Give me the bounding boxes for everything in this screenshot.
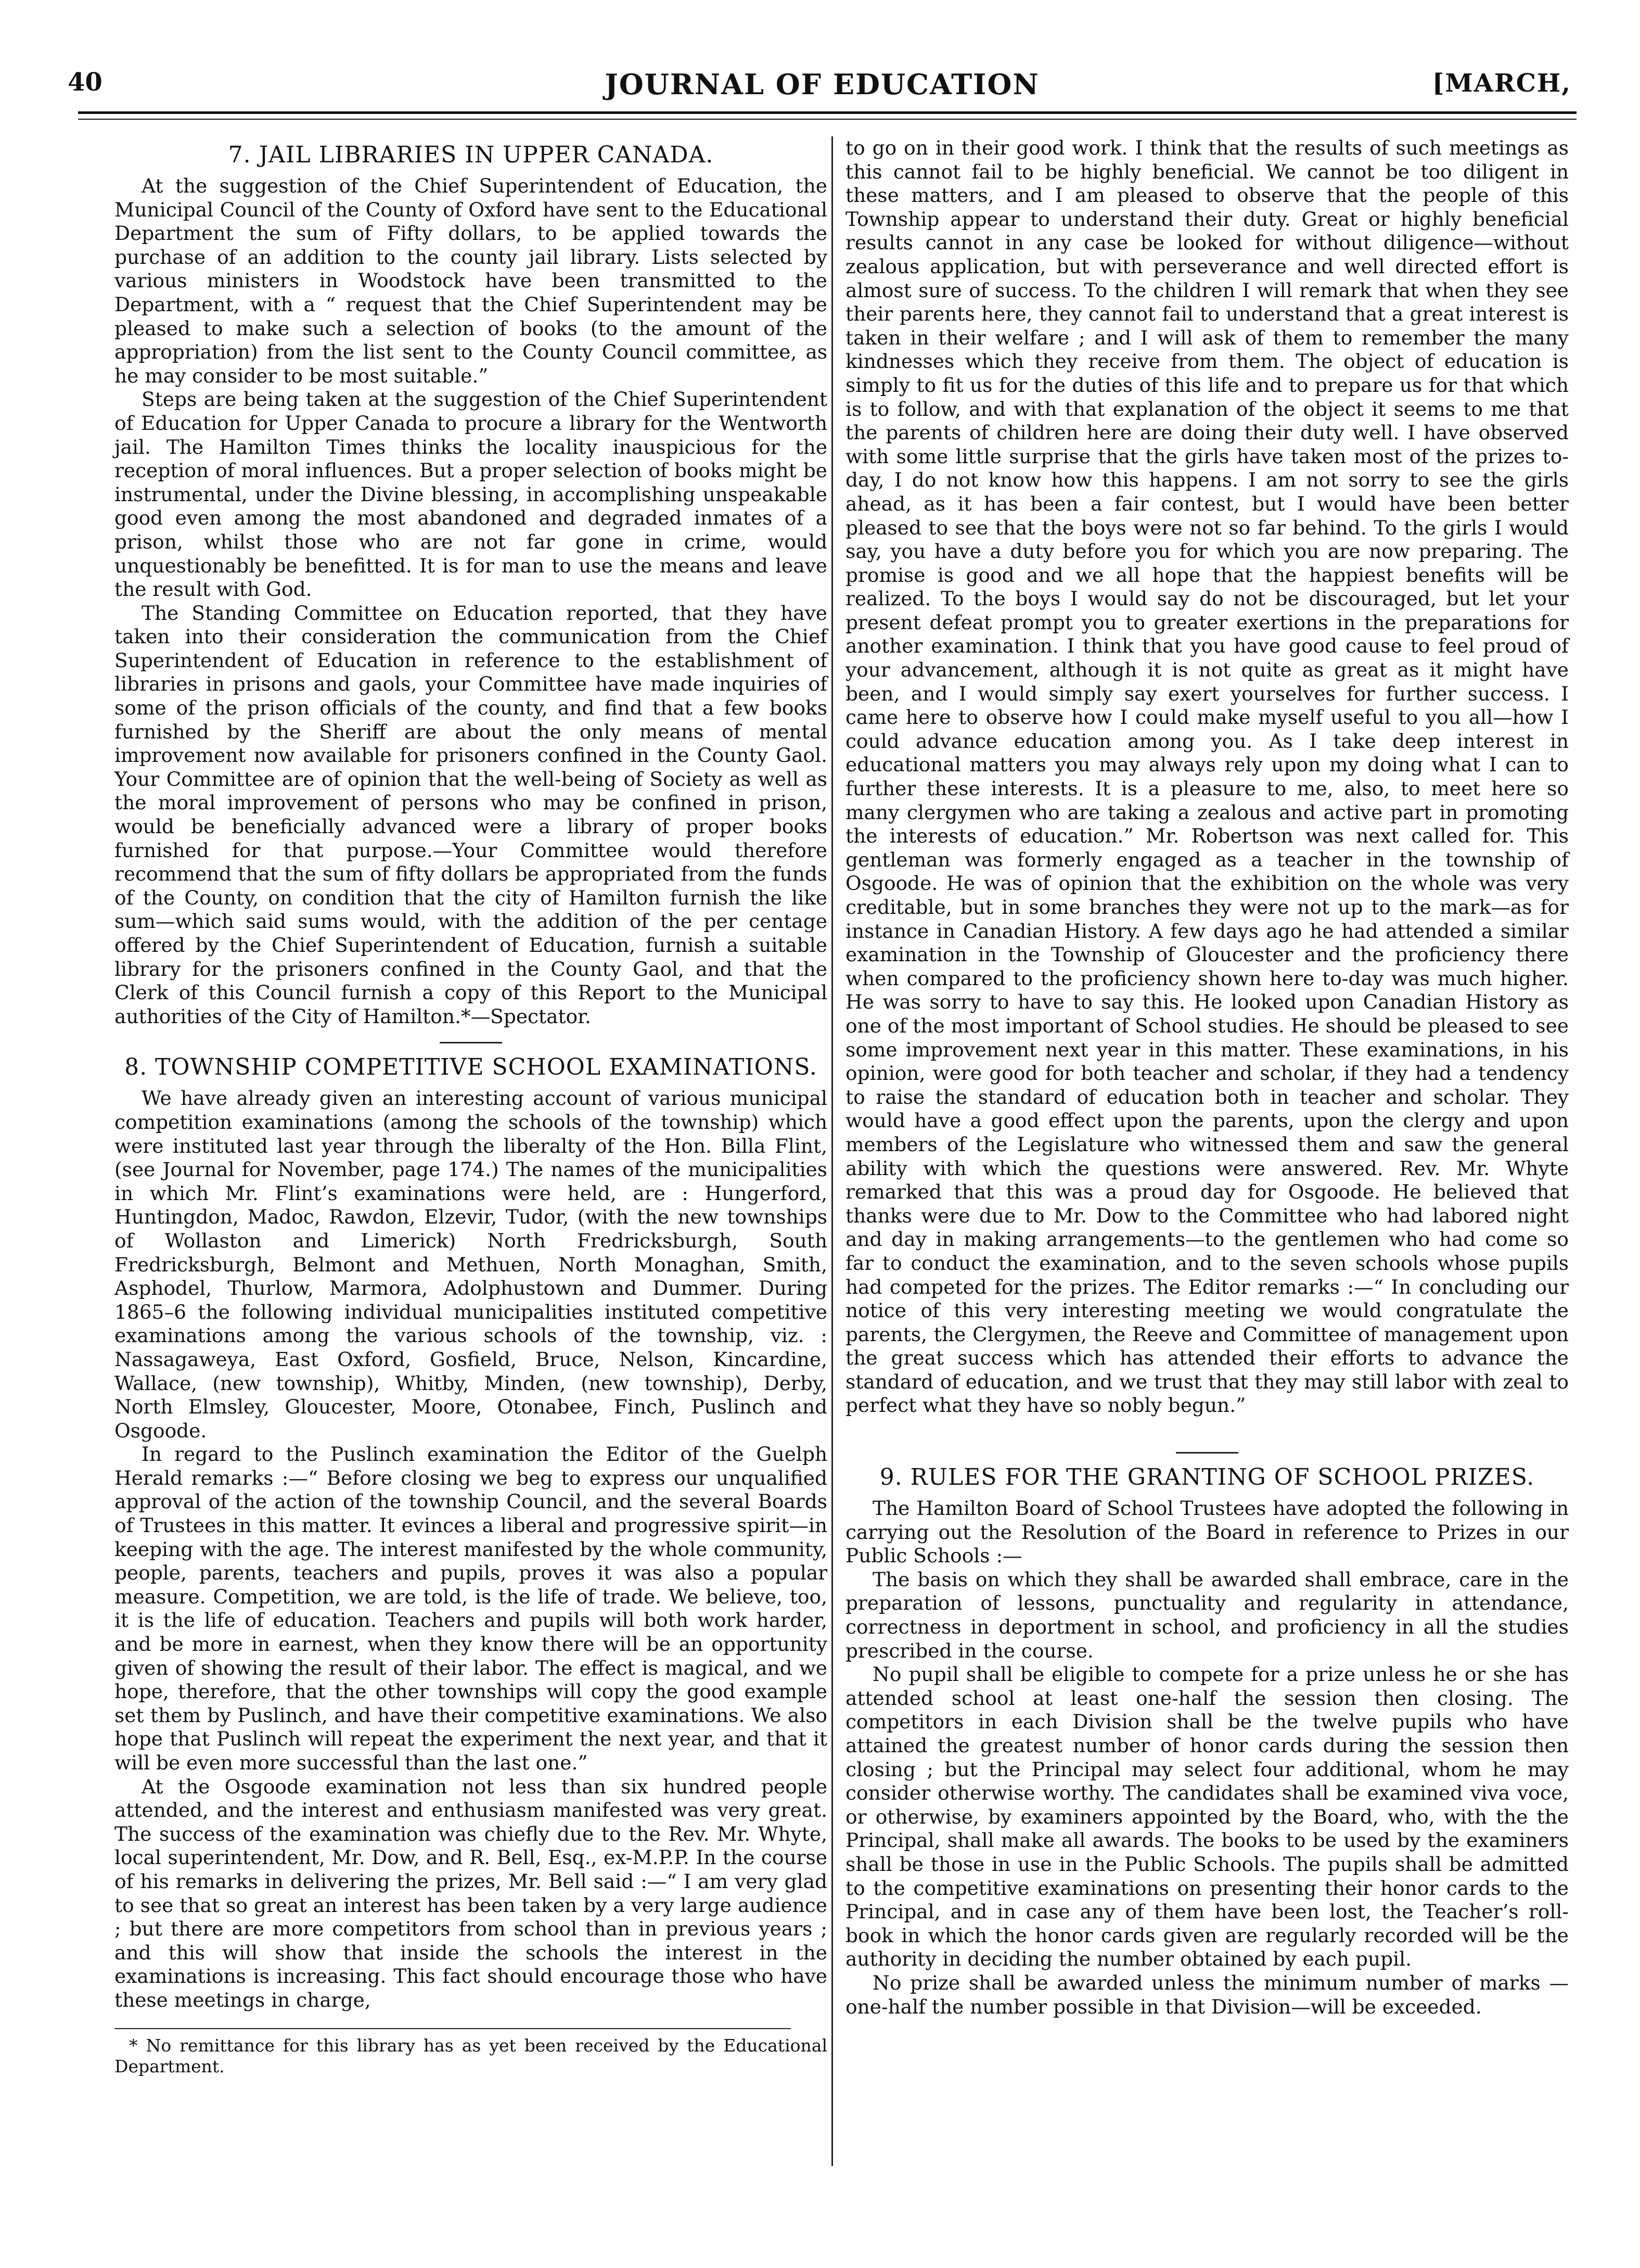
rules-paragraph: The Hamilton Board of School Trustees have adopted the following in carrying out the Resolution of the Board in reference to Prizes in our Public Schools :— bbox=[845, 1497, 1569, 1568]
jail-paragraph: Steps are being taken at the suggestion of the Chief Superintendent of Education for Upper Canada to procure a library for the Wentworth jail. The Hamilton Times thinks the locality inauspicious for the reception of moral influences. But a proper selection of books might be instrumental, under the Divine blessing, in accomplishing unspeakable good even among the most abandoned and degraded inmates of a prison, whilst those who are not far gone in crime, would unquestionably be benefitted. It is for man to use the means and leave the result with God. bbox=[114, 388, 827, 601]
footnote-rule bbox=[114, 2028, 791, 2029]
township-examinations-title: 8. TOWNSHIP COMPETITIVE SCHOOL EXAMINATIONS. bbox=[124, 1054, 817, 1081]
left-column bbox=[114, 136, 827, 2077]
jail-paragraph: At the suggestion of the Chief Superintendent of Education, the Municipal Council of the County of Oxford have sent to the Educational Department the sum of Fifty dollars, to be applied towards the purchase of an addition to the county jail library. Lists selected by various ministers in Woodstock have been transmitted to the Department, with a “ request that the Chief Superintendent may be pleased to make such a selection of books (to the amount of the appropriation) from the list sent to the County Council committee, as he may consider to be most suitable.” bbox=[114, 174, 827, 387]
township-paragraph: In regard to the Puslinch examination the Editor of the Guelph Herald remarks :—“ Before closing we beg to express our unqualified approval of the action of the township Council, and the several Boards of Trustees in this matter. It evinces a liberal and progressive spirit—in keeping with the age. The interest manifested by the whole community, people, parents, teachers and pupils, proves it was also a popular measure. Competition, we are told, is the life of trade. We believe, too, it is the life of education. Teachers and pupils will both work harder, and be more in earnest, when they know there will be an opportunity given of showing the result of their labor. The effect is magical, and we hope, therefore, that the other townships will copy the good example set them by Puslinch, and have their competitive examinations. We also hope that Puslinch will repeat the experiment the next year, and that it will be even more successful than the last one.” bbox=[114, 1443, 827, 1774]
township-paragraph-continued: to go on in their good work. I think that the results of such meetings as this cannot fail to be highly beneficial. We cannot be too diligent in these matters, and I am pleased to observe that the people of this Township appear to understand their duty. Great or highly beneficial results cannot in any case be looked for without diligence—without zealous application, but with perseverance and well directed effort is almost sure of success. To the children I will remark that when they see their parents here, they cannot fail to understand that a great interest is taken in their welfare ; and I will ask of them to remember the many kindnesses which they receive from them. The object of education is simply to fit us for the duties of this life and to prepare us for that which is to follow, and with that explanation of the object it seems to me that the parents of children here are doing their duty well. I have observed with some little surprise that the girls have taken most of the prizes to-day, I do not know how this happens. I am not sorry to see the girls ahead, as it has been a fair contest, but I would have been better pleased to see that the boys were not so far behind. To the girls I would say, you have a duty before you for which you are now preparing. The promise is good and we all hope that the happiest benefits will be realized. To the boys I would say do not be discouraged, but let your present defeat prompt you to greater exertions in the preparations for another examination. I think that you have good cause to feel proud of your advancement, although it is not quite as great as it might have been, and I would simply say exert yourselves for further success. I came here to observe how I could make myself useful to you all—how I could advance education among you. As I take deep interest in educational matters you may always rely upon my doing what I can to further these interests. It is a pleasure to me, also, to meet here so many clergymen who are taking a zealous and active part in promoting the interests of education.” Mr. Robertson was next called for. This gentleman was formerly engaged as a teacher in the township of Osgoode. He was of opinion that the exhibition on the whole was very creditable, but in some branches they were not up to the mark—as for instance in Canadian History. A few days ago he had attended a similar examination in the Township of Gloucester and the proficiency there when compared to the proficiency shown here to-day was much higher. He was sorry to have to say this. He looked upon Canadian History as one of the most important of School studies. He should be pleased to see some improvement next year in this matter. These examinations, in his opinion, were good for both teacher and scholar, if they had a tendency to raise the standard of education both in teacher and scholar. They would have a good effect upon the parents, upon the clergy and upon members of the Legislature who witnessed them and saw the general ability with which the questions were answered. Rev. Mr. Whyte remarked that this was a proud day for Osgoode. He believed that thanks were due to Mr. Dow to the Committee who had labored night and day in making arrangements—to the gentlemen who had come so far to conduct the examination, and to the seven schools whose pupils had competed for the prizes. The Editor remarks :—“ In concluding our notice of this very interesting meeting we would congratulate the parents, the Clergymen, the Reeve and Committee of management upon the great success which has attended their efforts to advance the standard of education, and we trust that they may still labor with zeal to perfect what they have so nobly begun.” bbox=[845, 136, 1569, 1417]
header-rule bbox=[78, 111, 1577, 114]
rules-paragraph: No pupil shall be eligible to compete for a prize unless he or she has attended school at least one-half the session then closing. The competitors in each Division shall be the twelve pupils who have attained the greatest number of honor cards during the session then closing ; but the Principal may select four additional, whom he may consider otherwise worthy. The candidates shall be examined viva voce, or otherwise, by examiners appointed by the Board, who, with the the Principal, shall make all awards. The books to be used by the examiners shall be those in use in the Public Schools. The pupils shall be admitted to the competitive examinations on presenting their honor cards to the Principal, and in case any of them have been lost, the Teacher’s roll-book in which the honor cards given are regularly recorded will be the authority in deciding the number obtained by each pupil. bbox=[845, 1663, 1569, 1971]
section-divider bbox=[1176, 1452, 1238, 1454]
jail-paragraph: The Standing Committee on Education reported, that they have taken into their consideration the communication from the Chief Superintendent of Education in reference to the establishment of libraries in prisons and gaols, your Committee have made inquiries of some of the prison officials of the county, and find that a few books furnished by the Sheriff are about the only means of mental improvement now available for prisoners confined in the County Gaol. Your Committee are of opinion that the well-being of Society as well as the moral improvement of persons who may be confined in prison, would be beneficially advanced were a library of proper books furnished for that purpose.—Your Committee would therefore recommend that the sum of fifty dollars be appropriated from the funds of the County, on condition that the city of Hamilton furnish the like sum—which said sums would, with the addition of the per centage offered by the Chief Superintendent of Education, furnish a suitable library for the prisoners confined in the County Gaol, and that the Clerk of this Council furnish a copy of this Report to the Municipal authorities of the City of Hamilton.*—Spectator. bbox=[114, 601, 827, 1028]
footnote: * No remittance for this library has as yet been received by the Educational Department. bbox=[114, 2035, 827, 2076]
jail-libraries-title: 7. JAIL LIBRARIES IN UPPER CANADA. bbox=[228, 142, 714, 168]
section-divider bbox=[440, 1042, 502, 1043]
rules-paragraph: The basis on which they shall be awarded shall embrace, care in the preparation of lessons, punctuality and regularity in attendance, correctness in deportment in school, and proficiency in all the studies prescribed in the course. bbox=[845, 1568, 1569, 1662]
header-rule-thin bbox=[78, 119, 1577, 120]
page-number: 40 bbox=[68, 68, 102, 97]
section-gap bbox=[845, 1418, 1569, 1438]
township-paragraph: We have already given an interesting account of various municipal competition examinations (among the schools of the township) which were instituted last year through the liberalty of the Hon. Billa Flint, (see Journal for November, page 174.) The names of the municipalities in which Mr. Flint’s examinations were held, are : Hungerford, Huntingdon, Madoc, Rawdon, Elzevir, Tudor, (with the new townships of Wollaston and Limerick) North Fredricksburgh, South Fredricksburgh, Belmont and Methuen, North Monaghan, Smith, Asphodel, Thurlow, Marmora, Adolphustown and Dummer. During 1865–6 the following individual municipalities instituted competitive examinations among the various schools of the township, viz. : Nassagaweya, East Oxford, Gosfield, Bruce, Nelson, Kincardine, Wallace, (new township), Whitby, Minden, (new township), Derby, North Elmsley, Gloucester, Moore, Otonabee, Finch, Puslinch and Osgoode. bbox=[114, 1087, 827, 1442]
school-prizes-title: 9. RULES FOR THE GRANTING OF SCHOOL PRIZES. bbox=[879, 1464, 1535, 1491]
township-paragraph: At the Osgoode examination not less than six hundred people attended, and the interest and enthusiasm manifested was very great. The success of the examination was chiefly due to the Rev. Mr. Whyte, local superintendent, Mr. Dow, and R. Bell, Esq., ex-M.P.P. In the course of his remarks in delivering the prizes, Mr. Bell said :—“ I am very glad to see that so great an interest has been taken by a very large audience ; but there are more competitors from school than in previous years ; and this will show that inside the schools the interest in the examinations is increasing. This fact should encourage those who have these meetings in charge, bbox=[114, 1775, 827, 2011]
issue-month: [MARCH, bbox=[1432, 69, 1571, 98]
journal-title: JOURNAL OF EDUCATION bbox=[605, 68, 1040, 101]
rules-paragraph: No prize shall be awarded unless the minimum number of marks —one-half the number possible in that Division—will be exceeded. bbox=[845, 1971, 1569, 2018]
column-divider bbox=[831, 136, 833, 2166]
page-header bbox=[68, 68, 1577, 109]
right-column bbox=[845, 136, 1569, 2019]
